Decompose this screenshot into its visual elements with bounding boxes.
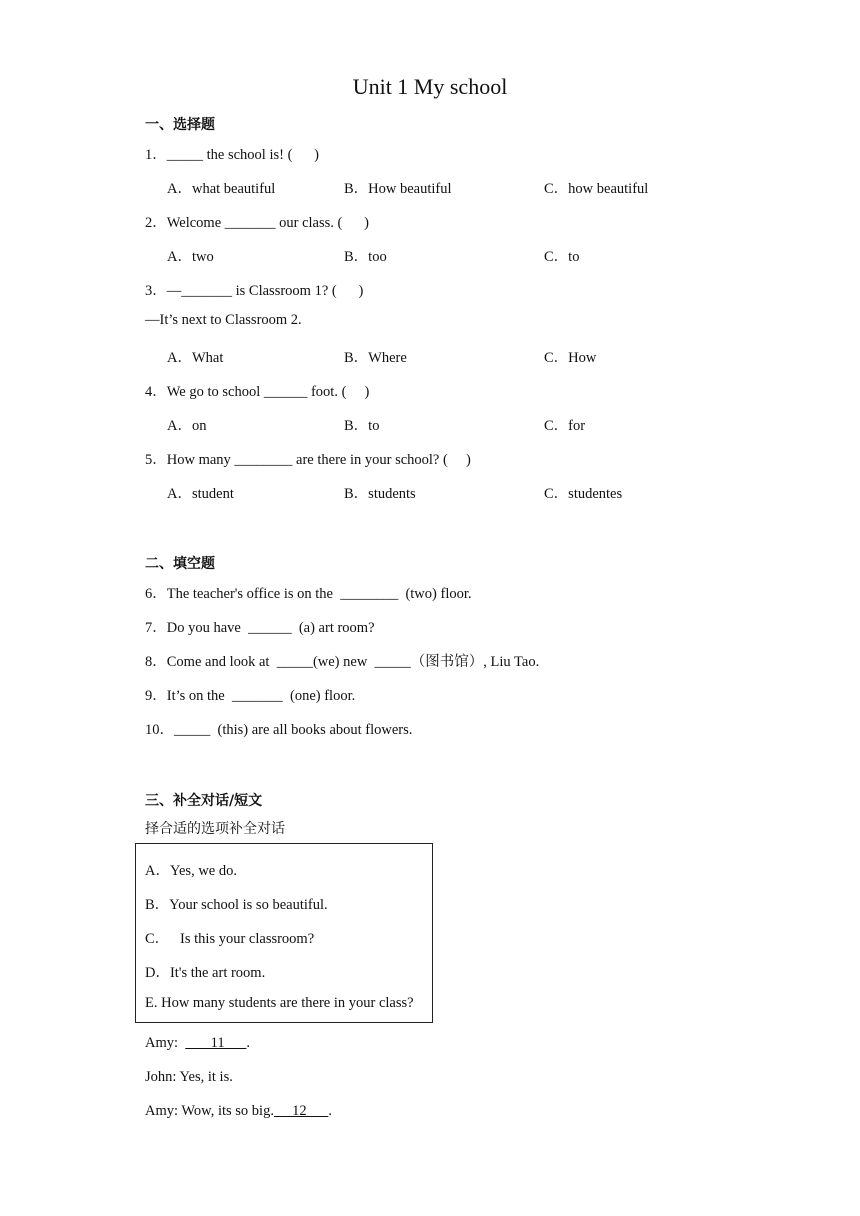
- fill-question: 6．The teacher's office is on the ________ (two) floor.: [145, 586, 472, 602]
- line-end: .: [328, 1103, 332, 1119]
- fill-question: 9．It’s on the _______ (one) floor.: [145, 688, 356, 704]
- option-c: C．How: [544, 350, 597, 366]
- option-c: C．for: [544, 418, 586, 434]
- fill-question: 10．_____ (this) are all books about flowers.: [145, 722, 413, 738]
- section-heading-multiple-choice: 一、选择题: [145, 117, 215, 133]
- option-a: A．two: [167, 249, 214, 265]
- fill-question: 7．Do you have ______ (a) art room?: [145, 620, 375, 636]
- option-a: A．student: [167, 486, 234, 502]
- option-b: B．too: [344, 249, 387, 265]
- option-a: A．what beautiful: [167, 181, 276, 197]
- dialogue-line: [145, 1103, 332, 1120]
- answer-blank: 12: [273, 1103, 329, 1119]
- question-extra-line: —It’s next to Classroom 2.: [145, 312, 302, 328]
- option-b: B．to: [344, 418, 380, 434]
- line-end: .: [246, 1035, 250, 1051]
- speaker-text: Amy:: [145, 1035, 186, 1051]
- question-stem: 4．We go to school ______ foot. ( ): [145, 384, 370, 400]
- option-b: B．Where: [344, 350, 407, 366]
- dialogue-line: [145, 1069, 233, 1086]
- question-stem: 2．Welcome _______ our class. ( ): [145, 215, 369, 231]
- question-stem: 3．—_______ is Classroom 1? ( ): [145, 283, 364, 299]
- option-a: A．What: [167, 350, 224, 366]
- option-c: C．to: [544, 249, 580, 265]
- fill-question: 8．Come and look at _____(we) new _____（图书馆）, Liu Tao.: [145, 654, 540, 670]
- speaker-text: John: Yes, it is.: [145, 1069, 233, 1085]
- option-b: B．students: [344, 486, 416, 502]
- dialogue-instruction: 择合适的选项补全对话: [145, 821, 285, 837]
- option-c: C．how beautiful: [544, 181, 649, 197]
- section-heading-fill-in: 二、填空题: [145, 556, 215, 572]
- dialogue-line: [145, 1035, 250, 1052]
- section-heading-dialogue: 三、补全对话/短文: [145, 793, 263, 809]
- choice-option: E. How many students are there in your class?: [145, 995, 414, 1011]
- choice-option: A．Yes, we do.: [145, 863, 237, 879]
- question-stem: 1．_____ the school is! ( ): [145, 147, 319, 163]
- question-stem: 5．How many ________ are there in your school? ( ): [145, 452, 471, 468]
- option-c: C．studentes: [544, 486, 623, 502]
- answer-blank: 11: [185, 1035, 247, 1051]
- choice-option: B．Your school is so beautiful.: [145, 897, 328, 913]
- option-a: A．on: [167, 418, 207, 434]
- option-b: B．How beautiful: [344, 181, 452, 197]
- choice-option: C． Is this your classroom?: [145, 931, 315, 947]
- page-title: Unit 1 My school: [352, 74, 508, 99]
- choice-option: D．It's the art room.: [145, 965, 266, 981]
- speaker-text: Amy: Wow, its so big.: [145, 1103, 274, 1119]
